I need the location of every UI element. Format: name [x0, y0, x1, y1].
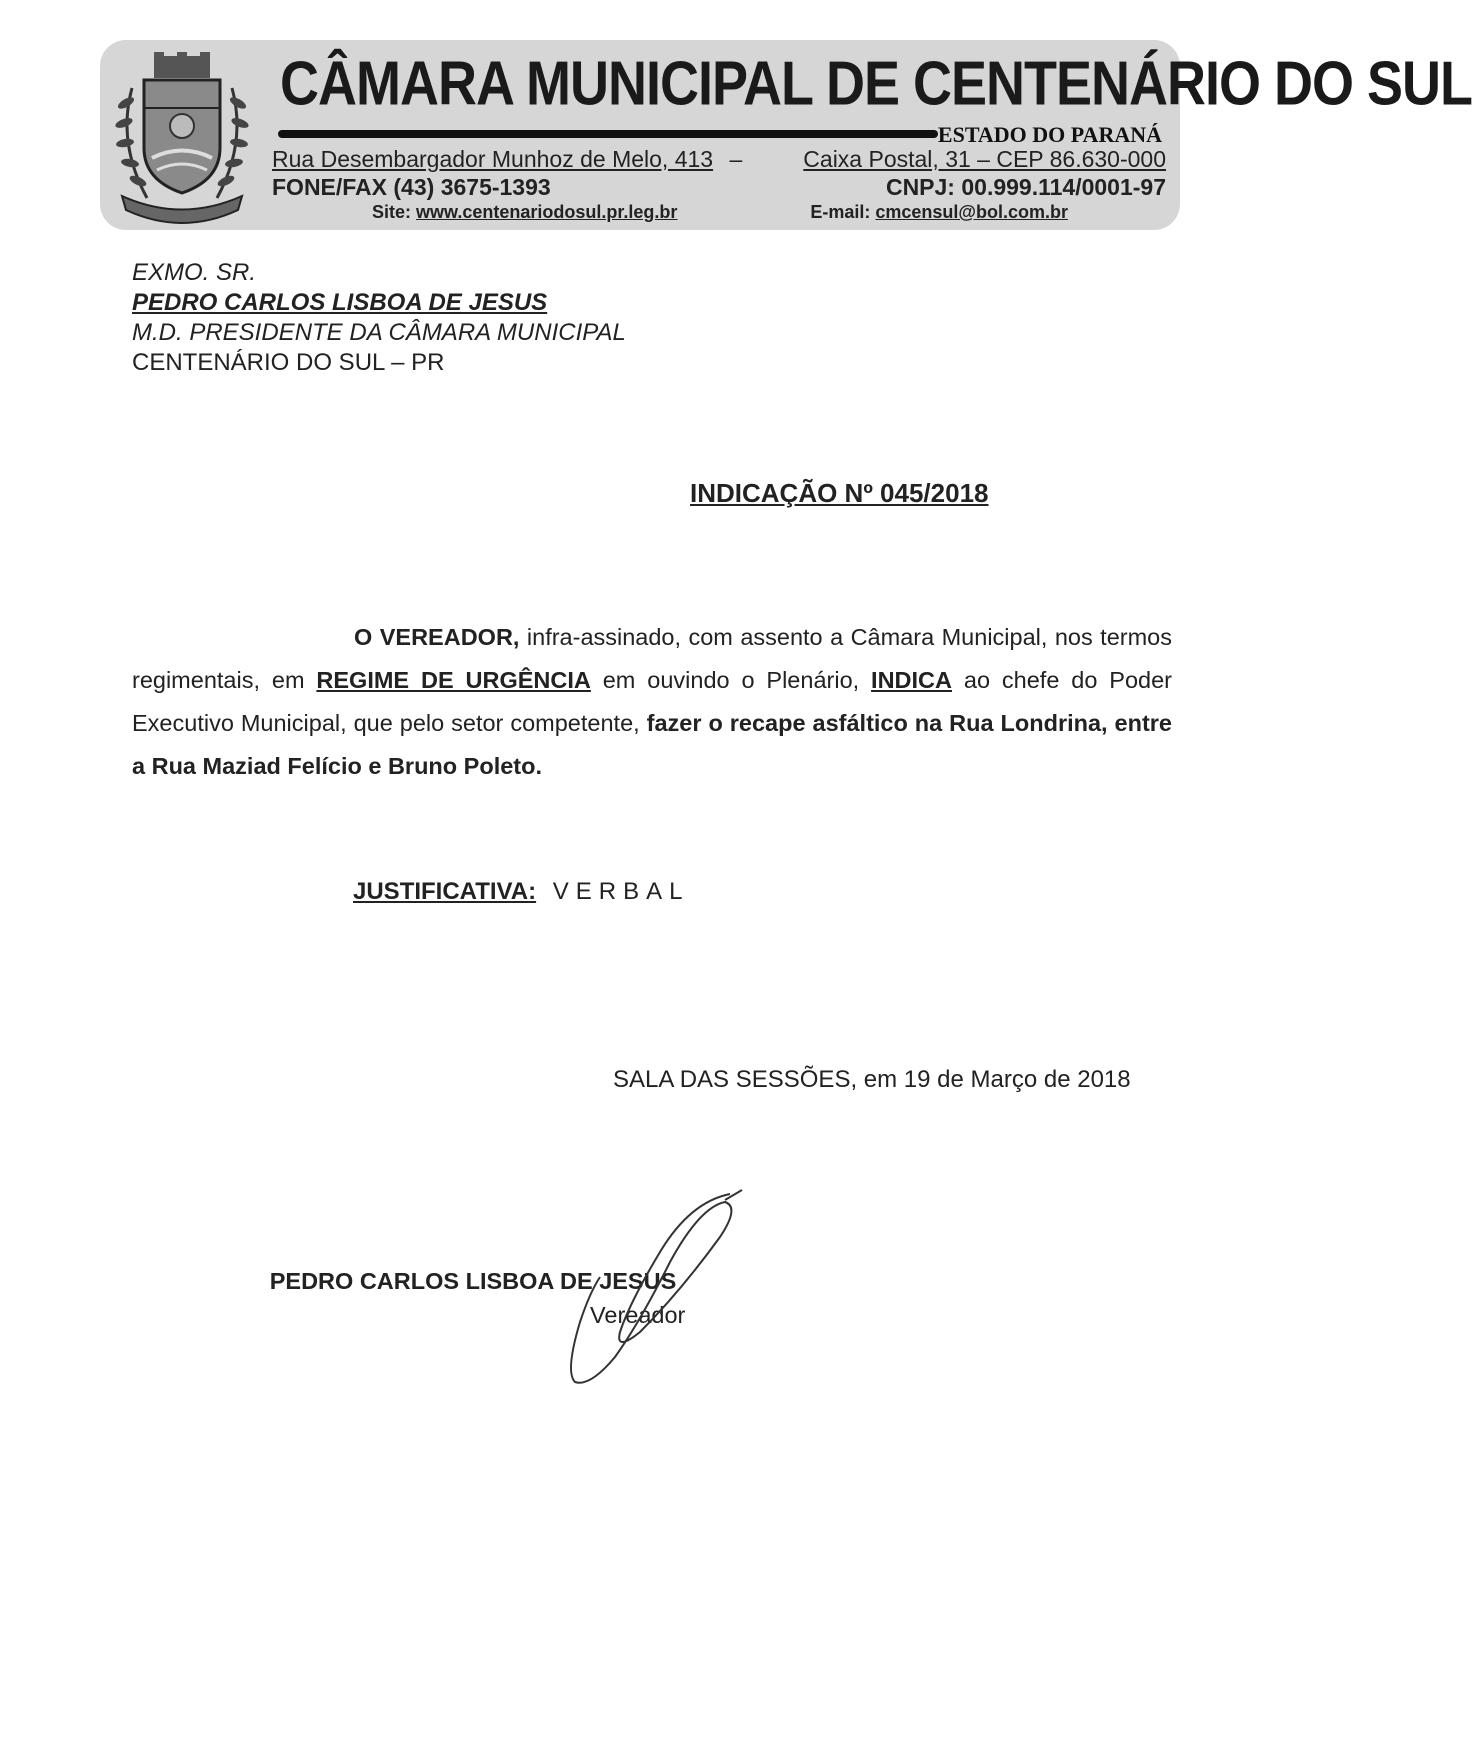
body-text-2: em ouvindo o Plenário, — [590, 667, 872, 693]
place-date: SALA DAS SESSÕES, em 19 de Março de 2018 — [613, 1066, 1131, 1093]
recipient-city: CENTENÁRIO DO SUL – PR — [132, 349, 445, 376]
header-rule — [278, 130, 938, 138]
recipient-role: M.D. PRESIDENTE DA CÂMARA MUNICIPAL — [132, 319, 626, 346]
chamber-title: CÂMARA MUNICIPAL DE CENTENÁRIO DO SUL — [280, 49, 1472, 119]
justification-value: VERBAL — [552, 878, 690, 905]
site-link[interactable]: www.centenariodosul.pr.leg.br — [416, 202, 678, 222]
address-separator: – — [729, 146, 743, 172]
signatory-name: PEDRO CARLOS LISBOA DE JESUS — [269, 1268, 677, 1294]
regime-urgencia: REGIME DE URGÊNCIA — [316, 667, 591, 693]
email-block — [810, 202, 1068, 223]
cnpj: CNPJ: 00.999.114/0001-97 — [885, 174, 1166, 200]
address-line — [272, 146, 1166, 173]
salutation: EXMO. SR. — [132, 259, 257, 286]
justification — [353, 878, 690, 906]
street-address: Rua Desembargador Munhoz de Melo, 413 — [272, 146, 714, 172]
phone-fax: FONE/FAX (43) 3675-1393 — [272, 174, 551, 200]
body-subject: O VEREADOR, — [354, 624, 520, 650]
state-name: ESTADO DO PARANÁ — [937, 122, 1162, 147]
web-line — [372, 202, 1068, 223]
handwritten-signature — [520, 1182, 780, 1392]
body-request: fazer o recape asfáltico na Rua Londrina, entre a Rua Maziad Felício e Bruno Poleto. — [132, 710, 1172, 779]
recipient-block — [132, 258, 626, 378]
body-text-3: ao chefe do Poder Executivo Municipal, que pelo setor competente, — [132, 667, 1172, 736]
letterhead — [100, 40, 1472, 230]
email-link[interactable]: cmcensul@bol.com.br — [875, 202, 1068, 222]
body-text-1: infra-assinado, com assento a Câmara Municipal, nos termos regimentais, em — [132, 624, 1173, 693]
recipient-name: PEDRO CARLOS LISBOA DE JESUS — [132, 289, 548, 316]
site-label: Site: — [372, 202, 412, 222]
email-label: E-mail: — [810, 202, 871, 222]
postal-info: Caixa Postal, 31 – CEP 86.630-000 — [803, 146, 1166, 172]
signatory-role: Vereador — [590, 1302, 686, 1328]
phone-line — [272, 174, 1166, 201]
municipal-crest-logo — [112, 48, 252, 223]
document-title: INDICAÇÃO Nº 045/2018 — [690, 478, 989, 508]
indica-keyword: INDICA — [871, 667, 952, 693]
justification-label: JUSTIFICATIVA: — [353, 878, 537, 905]
body-paragraph — [132, 616, 1172, 788]
